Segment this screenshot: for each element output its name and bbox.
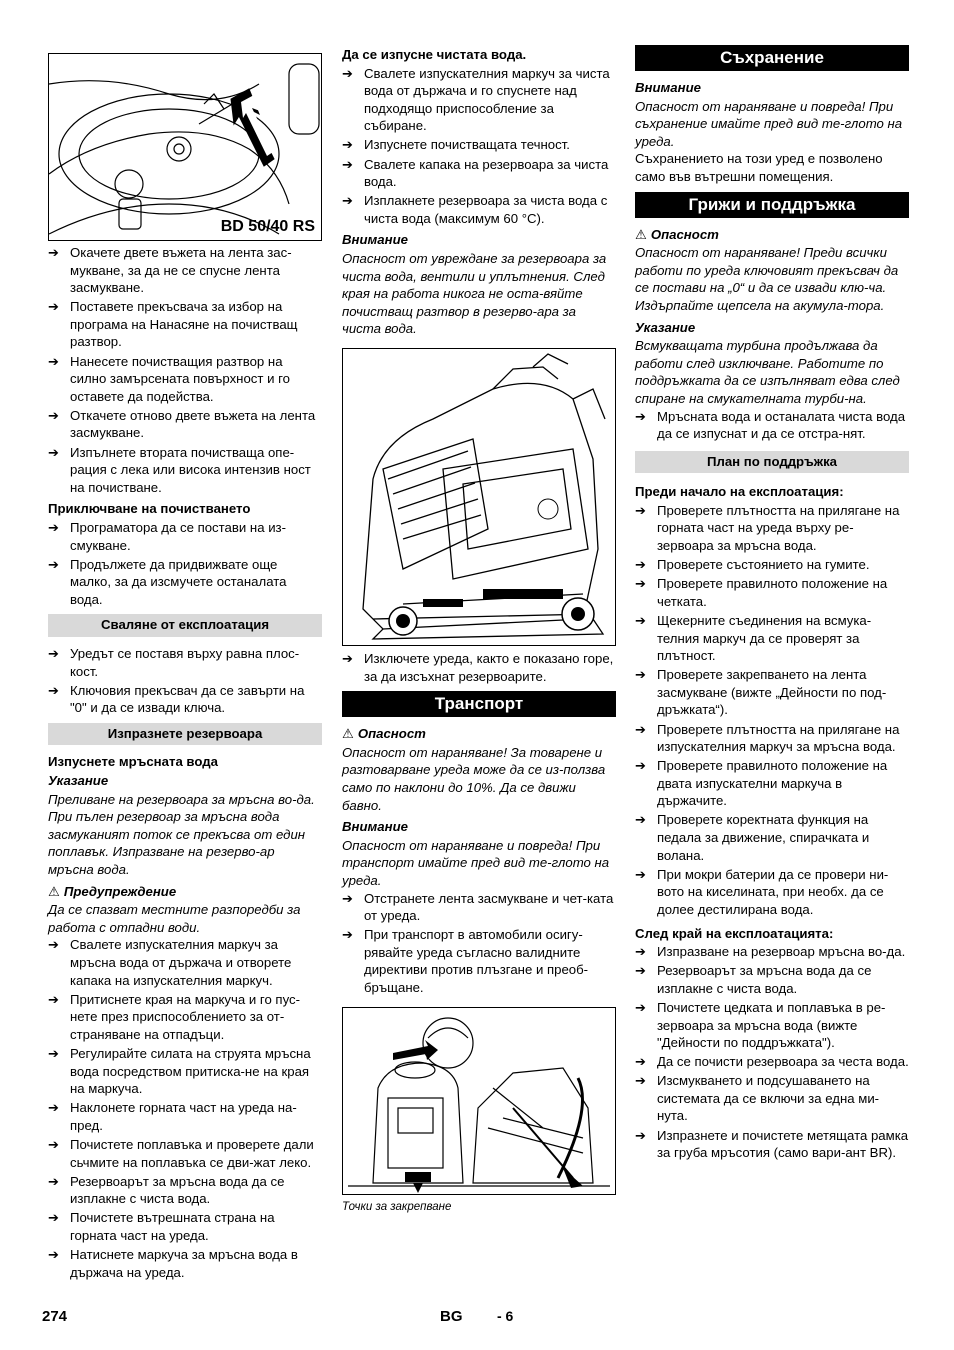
danger-text: Опасност от нараняване! За товарене и разтоварване уреда може да се из-ползва само по наклони до 10%. Да се движи бавно. [342,744,606,813]
list-item: ➔ Притиснете края на маркуча и го пус-нете през приспособлението за от-страняване на отпадъци. [48,991,301,1042]
heading-drain-clean-water: Да се изпусне чистата вода. [342,47,527,62]
list-item: ➔ Откачете отново двете въжета на лента засмукване. [48,407,316,441]
danger-text: Опасност от нараняване! Преди всички работи по уреда ключовият прекъсвач да се постави на „0“ и да се извади клю-ча. Издърпайте щепсела на акумула-тора. [635,245,899,313]
list-item: ➔ Проверете коректната функция на педала за движение, спирачката и волана. [635,812,870,863]
column-2 [342,44,616,1216]
warning-triangle-icon: ⚠ [635,226,647,242]
list-item: ➔ Изплакнете резервоара за чиста вода с чиста вода (максимум 60 °C). [342,193,608,226]
list-item: ➔ Поставете прекъсвача за избор на програма на Нанасяне на почистващ разтвор. [48,299,298,350]
arrow-right-icon: ➔ [48,682,59,698]
list-item: ➔ При мокри батерии да се провери ни-вото на киселината, при необх. да се долее дестилирана вода. [635,866,889,917]
figure-caption: Точки за закрепване [342,1200,452,1213]
arrow-right-icon: ➔ [48,937,59,953]
model-label: BD 50/40 RS [220,218,315,236]
arrow-right-icon: ➔ [342,156,353,172]
list-item: ➔ Проверете закрепването на лента засмукване (вижте „Дейности по под-дръжката“). [635,667,887,718]
arrow-right-icon: ➔ [342,890,353,906]
list-item: ➔ Почистете цедката и поплавъка в ре-зервоара за мръсна вода (вижте "Дейности по поддръжката"). [635,999,886,1051]
arrow-right-icon: ➔ [48,1100,59,1116]
arrow-right-icon: ➔ [635,1127,646,1143]
caution-text: Опасност от увреждане за резервоара за чиста вода, вентили и уплътнения. След края на работа никога не оста-вяйте почистващ разтвор в резерво-ара за чиста вода. [342,251,607,337]
arrow-right-icon: ➔ [635,944,646,960]
arrow-right-icon: ➔ [48,407,59,423]
arrow-right-icon: ➔ [342,651,353,666]
arrow-right-icon: ➔ [635,721,646,737]
list-item: ➔ Продължете да придвижвате още малко, за да изсмучете останалата вода. [48,556,287,607]
arrow-right-icon: ➔ [48,991,59,1007]
arrow-right-icon: ➔ [48,645,59,661]
section-empty-tank: Изпразнете резервоара [48,723,322,746]
warning-text: Да се спазват местните разпоредби за работа с отпадни води. [48,902,301,935]
arrow-right-icon: ➔ [48,1246,59,1262]
list-item: ➔ Мръсната вода и останалата чиста вода да се изпуснат и да се отстра-нят. [635,408,906,442]
list-item: ➔ Да се почисти резервоара за честа вода. [635,1054,909,1070]
arrow-right-icon: ➔ [342,927,353,943]
note-label: Указание [48,773,109,789]
arrow-right-icon: ➔ [635,1073,646,1089]
column-3 [635,44,909,1163]
list-item: ➔ Свалете изпускателния маркуч за мръсна вода от държача и отворете капака на изпускателния маркуч. [48,937,292,988]
arrow-right-icon: ➔ [48,1136,59,1152]
list-item: ➔ Свалете изпускателния маркуч за чиста вода от държача и го спуснете над подходящо приспособление за събиране. [342,65,610,134]
language-code: BG [440,1308,463,1325]
arrow-right-icon: ➔ [635,612,646,628]
list-item: ➔ Ключовия прекъсвач да се завърти на "0" и да се извади ключа. [48,682,305,716]
note-text: Преливане на резервоара за мръсна во-да. При пълен резервоар за мръсна вода засмуканият поток се прекъсва от един поплавък. Изпразване на резерво-ар мръсна вода. [48,791,315,877]
section-care-maintenance: Грижи и поддръжка [635,192,909,218]
list-item: ➔ Отстранете лента засмукване и чет-ката от уреда. [342,890,614,924]
note-label: Указание [635,319,696,335]
arrow-right-icon: ➔ [635,812,646,828]
list-item: ➔ Изпразнете и почистете метящата рамка за груба мръсотия (само вари-ант BR). [635,1127,909,1161]
caution-text: Опасност от нараняване и повреда! При транспорт имайте пред вид те-глото на уреда. [342,837,610,888]
list-item: ➔ Окачете двете въжета на лента зас-мукване, за да не се спусне лента засмукване. [48,245,292,296]
page-number: 274 [42,1308,68,1325]
danger-heading: ⚠ Опасност [342,726,426,742]
arrow-right-icon: ➔ [48,353,59,369]
arrow-right-icon: ➔ [635,502,646,518]
list-item: ➔ Уредът се поставя върху равна плос-кост. [48,645,300,679]
section-decommission: Сваляне от експлоатация [48,614,322,637]
sub-page-number: - 6 [497,1308,514,1324]
heading-after-operation: След край на експлоатацията: [635,925,834,941]
arrow-right-icon: ➔ [342,65,353,81]
arrow-right-icon: ➔ [48,1210,59,1226]
column-1 [48,44,322,1283]
warning-triangle-icon: ⚠ [48,883,60,899]
heading-drain-dirty-water: Изпуснете мръсната вода [48,754,218,770]
figure-machine-tilted [342,348,616,646]
arrow-right-icon: ➔ [635,557,646,573]
storage-text: Съхранението на този уред е позволено само във вътрешни помещения. [635,151,883,184]
heading-before-operation: Преди начало на експлоатация: [635,484,844,500]
arrow-right-icon: ➔ [635,963,646,979]
arrow-right-icon: ➔ [48,519,59,535]
arrow-right-icon: ➔ [48,1173,59,1189]
heading-finish-cleaning: Приключване на почистването [48,501,251,517]
list-item: ➔ Изпуснете почистващата течност. [342,137,570,153]
caution-text: Опасност от нараняване и повреда! При съхранение имайте пред вид те-глото на уреда. [635,98,903,149]
list-item: ➔ Проверете правилното положение на четката. [635,576,888,609]
list-item: ➔ Натиснете маркуча за мръсна вода в държача на уреда. [48,1246,298,1280]
section-storage: Съхранение [635,45,909,71]
squeegee-illustration [49,54,321,240]
arrow-right-icon: ➔ [342,137,353,153]
danger-heading: ⚠ Опасност [635,226,719,242]
list-item: ➔ При транспорт в автомобили осигу-рявайте уреда съгласно валидните директиви против плъзгане и преоб-бръщане. [342,927,589,995]
warning-heading: ⚠ Предупреждение [48,883,177,899]
list-item: ➔ Програматора да се постави на из-смукване. [48,519,286,553]
caution-label: Внимание [342,819,408,835]
arrow-right-icon: ➔ [48,444,59,460]
list-item: ➔ Почистете вътрешната страна на горната част на уреда. [48,1210,275,1243]
section-transport: Транспорт [342,691,616,717]
list-item: ➔ Проверете плътността на прилягане на горната част на уреда върху ре-зервоара за мръсна вода. [635,502,900,554]
section-maintenance-plan: План по поддръжка [635,451,909,474]
list-item: ➔ Изпълнете втората почистваща опе-рация с лека или висока интензив ност на почистване. [48,444,311,495]
warning-triangle-icon: ⚠ [342,726,354,742]
figure-tie-down-points [342,1007,616,1195]
tie-down-illustration [343,1008,615,1194]
arrow-right-icon: ➔ [635,758,646,774]
list-item: ➔ Проверете състоянието на гумите. [635,557,870,573]
arrow-right-icon: ➔ [48,1045,59,1061]
list-item: ➔ Нанесете почистващия разтвор на силно замърсената повърхност и го оставете да подейства. [48,353,290,404]
arrow-right-icon: ➔ [635,999,646,1015]
list-item: ➔ Проверете плътността на прилягане на изпускателния маркуч за мръсна вода. [635,721,900,755]
caution-label: Внимание [635,80,701,95]
bullet-list [48,244,322,496]
arrow-right-icon: ➔ [48,299,59,315]
figure-squeegee-rope [48,53,322,241]
list-item: ➔ Изключете уреда, както е показано горе, за да изсъхнат резервоарите. [342,651,614,684]
arrow-right-icon: ➔ [635,667,646,683]
list-item: ➔ Проверете правилното положение на двата изпускателни маркуча в държачите. [635,758,888,809]
list-item: ➔ Резервоарът за мръсна вода да се изплакне с чиста вода. [635,963,872,996]
list-item: ➔ Резервоарът за мръсна вода да се изплакне с чиста вода. [48,1173,285,1207]
caution-label: Внимание [342,232,408,248]
list-item: ➔ Изсмукването и подсушаването на системата да се включи за една ми-нута. [635,1073,880,1124]
list-item: ➔ Свалете капака на резервоара за чиста вода. [342,156,609,190]
arrow-right-icon: ➔ [635,408,646,424]
arrow-right-icon: ➔ [635,1054,646,1070]
note-text: Всмукващата турбина продължава да работи след изключване. Работите по поддръжката да се изпълняват едва след спиране на смукателната турби-на. [635,338,900,406]
arrow-right-icon: ➔ [635,866,646,882]
arrow-right-icon: ➔ [342,193,353,209]
list-item: ➔ Почистете поплавъка и проверете дали сьчмите на поплавъка се дви-жат леко. [48,1136,314,1170]
machine-tilted-illustration [343,349,615,645]
arrow-right-icon: ➔ [48,245,59,260]
list-item: ➔ Щекерните съединения на всмука-телния маркуч да се проверят за плътност. [635,612,872,664]
list-item: ➔ Изпразване на резервоар мръсна во-да. [635,944,906,960]
arrow-right-icon: ➔ [48,556,59,572]
arrow-right-icon: ➔ [635,576,646,592]
list-item: ➔ Наклонете горната част на уреда на-пред. [48,1100,297,1133]
list-item: ➔ Регулирайте силата на струята мръсна вода посредством притиска-не на края на маркуча. [48,1045,311,1097]
